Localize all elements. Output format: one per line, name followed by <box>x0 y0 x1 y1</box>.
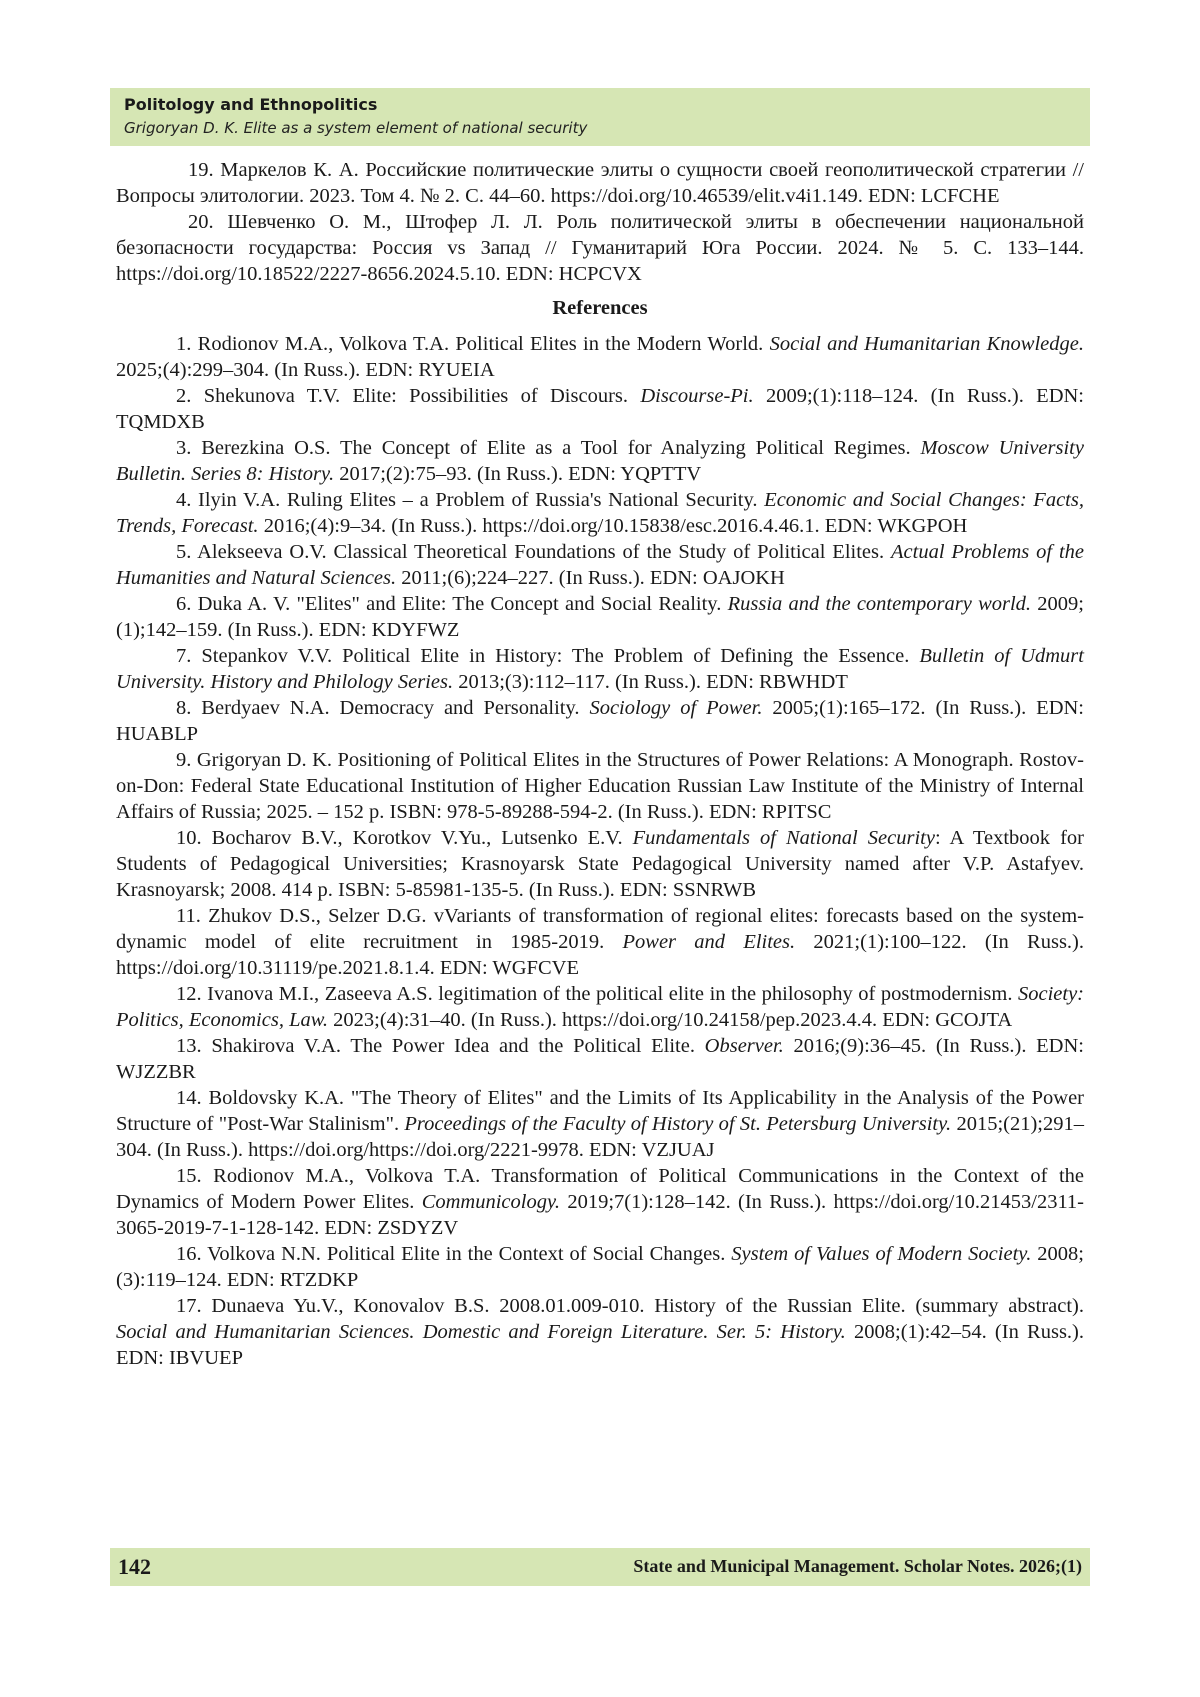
reference-item <box>116 487 1084 539</box>
reference-item <box>116 903 1084 981</box>
reference-text: 14. Boldovsky K.A. "The Theory of Elites" and the Limits of Its Applicability in the Analysis of the Power Structure of "Post-War Stalinism". <box>116 1087 1084 1135</box>
reference-text: 12. Ivanova M.I., Zaseeva A.S. legitimation of the political elite in the philosophy of postmodernism. <box>176 983 1018 1005</box>
reference-item <box>116 825 1084 903</box>
reference-source: Fundamentals of National Security <box>632 827 935 849</box>
reference-text: 9. Grigoryan D. K. Positioning of Political Elites in the Structures of Power Relations: A Monograph. Rostov-on-Don: Federal State Educational Institution of Higher Education Russian Law Institute of the Ministry of Internal Affairs of Russia; 2025. – 152 p. ISBN: 978-5-89288-594-2. (In Russ.). EDN: RPITSC <box>116 749 1084 823</box>
reference-source: Russia and the contemporary world. <box>727 593 1032 615</box>
reference-item <box>116 643 1084 695</box>
reference-source: Society: Politics, Economics, Law. <box>116 983 1084 1031</box>
reference-item <box>116 1033 1084 1085</box>
reference-text: 1. Rodionov M.A., Volkova T.A. Political Elites in the Modern World. <box>176 333 770 355</box>
reference-item <box>116 1085 1084 1163</box>
reference-details: 2011;(6);224–227. (In Russ.). EDN: OAJOKH <box>396 567 785 589</box>
reference-details: 2017;(2):75–93. (In Russ.). EDN: YQPTTV <box>334 463 702 485</box>
reference-item <box>116 695 1084 747</box>
reference-text: 11. Zhukov D.S., Selzer D.G. vVariants of transformation of regional elites: forecasts based on the system-dynamic model of elite recruitment in 1985-2019. <box>116 905 1084 953</box>
reference-item <box>116 331 1084 383</box>
reference-text: 10. Bocharov B.V., Korotkov V.Yu., Lutsenko E.V. <box>176 827 633 849</box>
reference-source: Social and Humanitarian Sciences. Domestic and Foreign Literature. Ser. 5: History. <box>116 1321 846 1343</box>
reference-item <box>116 435 1084 487</box>
reference-details: : A Textbook for Students of Pedagogical Universities; Krasnoyarsk State Pedagogical University named after V.P. Astafyev. Krasnoyarsk; 2008. 414 p. ISBN: 5-85981-135-5. (In Russ.). EDN: SSNRWB <box>116 827 1084 901</box>
reference-details: 2005;(1):165–172. (In Russ.). EDN: HUABLP <box>116 697 1085 745</box>
reference-list <box>116 157 1084 1371</box>
reference-item <box>116 1241 1084 1293</box>
reference-item <box>116 981 1084 1033</box>
header-journal-title: Politology and Ethnopolitics <box>124 95 378 114</box>
reference-details: 2015;(21);291–304. (In Russ.). https://doi.org/https://doi.org/2221-9978. EDN: VZJUAJ <box>116 1113 1084 1161</box>
reference-text: 17. Dunaeva Yu.V., Konovalov B.S. 2008.01.009-010. History of the Russian Elite. (summary abstract). <box>176 1295 1084 1317</box>
reference-details: 2016;(9):36–45. (In Russ.). EDN: WJZZBR <box>116 1035 1084 1083</box>
reference-source: System of Values of Modern Society. <box>731 1243 1032 1265</box>
references-heading: References <box>552 297 648 319</box>
reference-item <box>116 1163 1084 1241</box>
reference-item <box>116 591 1084 643</box>
reference-details: 2019;7(1):128–142. (In Russ.). https://doi.org/10.21453/2311-3065-2019-7-1-128-142. EDN: ZSDYZV <box>116 1191 1085 1239</box>
reference-source: Social and Humanitarian Knowledge. <box>769 333 1084 355</box>
reference-item <box>116 747 1084 825</box>
reference-details: 2016;(4):9–34. (In Russ.). https://doi.org/10.15838/esc.2016.4.46.1. EDN: WKGPOH <box>258 515 968 537</box>
reference-source: Actual Problems of the Humanities and Natural Sciences. <box>116 541 1084 589</box>
reference-details: 2008;(1):42–54. (In Russ.). EDN: IBVUEP <box>116 1321 1084 1369</box>
reference-text: 8. Berdyaev N.A. Democracy and Personality. <box>176 697 590 719</box>
running-footer <box>110 1548 1090 1586</box>
reference-source: Moscow University Bulletin. Series 8: History. <box>116 437 1084 485</box>
reference-details: 2008;(3):119–124. EDN: RTZDKP <box>116 1243 1084 1291</box>
russian-reference-19: 19. Маркелов К. А. Российские политические элиты о сущности своей геополитической стратегии // Вопросы элитологии. 2023. Том 4. № 2. С. 44–60. https://doi.org/10.46539/elit.v4i1.149. EDN: LCFCHE <box>116 159 1084 207</box>
reference-source: Sociology of Power. <box>589 697 763 719</box>
header-article-title: Grigoryan D. K. Elite as a system element of national security <box>124 119 588 137</box>
reference-details: 2025;(4):299–304. (In Russ.). EDN: RYUEIA <box>116 359 495 381</box>
reference-source: Communicology. <box>421 1191 561 1213</box>
reference-source: Observer. <box>704 1035 784 1057</box>
reference-text: 3. Berezkina O.S. The Concept of Elite as a Tool for Analyzing Political Regimes. <box>176 437 921 459</box>
reference-source: Bulletin of Udmurt University. History and Philology Series. <box>116 645 1084 693</box>
reference-text: 6. Duka A. V. "Elites" and Elite: The Concept and Social Reality. <box>176 593 728 615</box>
page-number: 142 <box>118 1554 151 1579</box>
running-header <box>110 88 1090 146</box>
references-container <box>116 331 1084 1371</box>
reference-source: Discourse-Pi. <box>640 385 754 407</box>
reference-text: 13. Shakirova V.A. The Power Idea and the Political Elite. <box>176 1035 705 1057</box>
footer-journal-title: State and Municipal Management. Scholar Notes. 2026;(1) <box>633 1556 1082 1576</box>
reference-item <box>116 383 1084 435</box>
reference-item <box>116 539 1084 591</box>
reference-source: Power and Elites. <box>622 931 796 953</box>
reference-source: Economic and Social Changes: Facts, Trends, Forecast. <box>116 489 1084 537</box>
reference-details: 2021;(1):100–122. (In Russ.). https://doi.org/10.31119/pe.2021.8.1.4. EDN: WGFCVE <box>116 931 1084 979</box>
reference-details: 2009;(1):118–124. (In Russ.). EDN: TQMDXB <box>116 385 1084 433</box>
reference-text: 15. Rodionov M.A., Volkova T.A. Transformation of Political Communications in the Context of the Dynamics of Modern Power Elites. <box>116 1165 1084 1213</box>
reference-text: 7. Stepankov V.V. Political Elite in History: The Problem of Defining the Essence. <box>176 645 920 667</box>
reference-text: 4. Ilyin V.A. Ruling Elites – a Problem of Russia's National Security. <box>176 489 765 511</box>
reference-details: 2023;(4):31–40. (In Russ.). https://doi.org/10.24158/pep.2023.4.4. EDN: GCOJTA <box>328 1009 1013 1031</box>
russian-reference-20: 20. Шевченко О. М., Штофер Л. Л. Роль политической элиты в обеспечении национальной безопасности государства: Россия vs Запад // Гуманитарий Юга России. 2024. № 5. С. 133–144. https://doi.org/10.18522/2227-8656.2024.5.10. EDN: HCPCVX <box>116 211 1084 285</box>
reference-source: Proceedings of the Faculty of History of St. Petersburg University. <box>404 1113 952 1135</box>
reference-details: 2009;(1);142–159. (In Russ.). EDN: KDYFWZ <box>116 593 1084 641</box>
reference-text: 16. Volkova N.N. Political Elite in the Context of Social Changes. <box>176 1243 732 1265</box>
reference-text: 2. Shekunova T.V. Elite: Possibilities of Discours. <box>176 385 641 407</box>
reference-details: 2013;(3):112–117. (In Russ.). EDN: RBWHDT <box>453 671 848 693</box>
reference-text: 5. Alekseeva O.V. Classical Theoretical Foundations of the Study of Political Elites. <box>176 541 892 563</box>
reference-item <box>116 1293 1084 1371</box>
